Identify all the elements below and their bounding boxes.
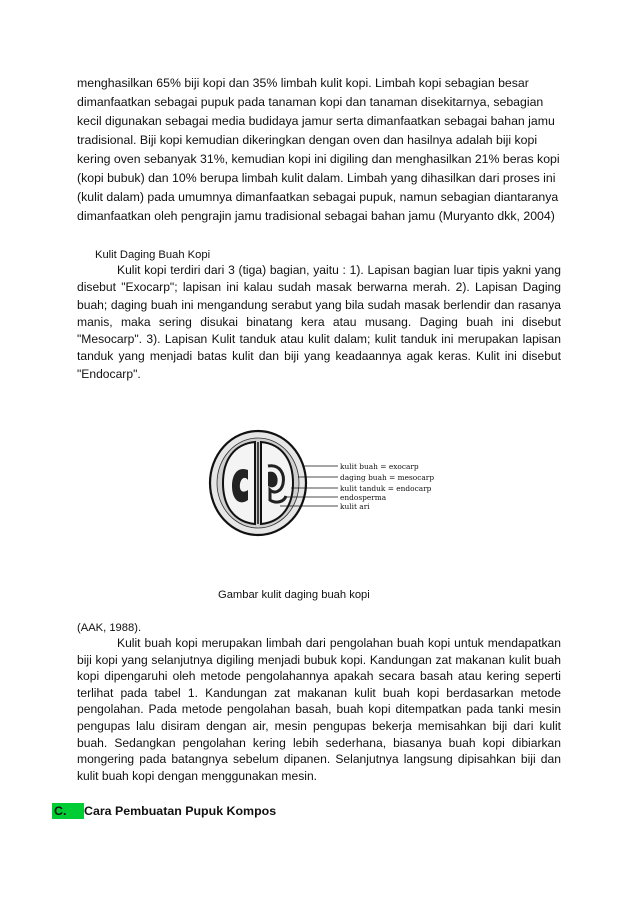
figure-caption: Gambar kulit daging buah kopi xyxy=(218,589,370,601)
paragraph-coffee-waste: menghasilkan 65% biji kopi dan 35% limbah kulit kopi. Limbah kopi sebagian besar dimanfaatkan sebagai pupuk pada tanaman kopi dan tanaman disekitarnya, sebagian kecil digunakan sebagai media budidaya jamur serta dimanfaatkan sebagai bahan jamu tradisional. Biji kopi kemudian dikeringkan dengan oven dan hasilnya adalah biji kopi kering oven sebanyak 31%, kemudian kopi ini digiling dan menghasilkan 21% beras kopi (kopi bubuk) dan 10% berupa limbah kulit dalam. Limbah yang dihasilkan dari proses ini (kulit dalam) pada umumnya dimanfaatkan sebagai pupuk, namun sebagian diantaranya dimanfaatkan oleh pengrajin jamu tradisional sebagai bahan jamu (Muryanto dkk, 2004) xyxy=(77,76,560,223)
paragraph-processing-methods: Kulit buah kopi merupakan limbah dari pengolahan buah kopi untuk mendapatkan biji kopi yang selanjutnya digiling menjadi bubuk kopi. Kandungan zat makanan kulit buah kopi dipengaruhi oleh metode pengolahannya apakah secara basah atau kering seperti terlihat pada tabel 1. Kandungan zat makanan kulit buah kopi berdasarkan metode pengolahan. Pada metode pengolahan basah, buah kopi ditempatkan pada tanki mesin pengupas lalu disiram dengan air, mesin pengupas bekerja memisahkan biji dari kulit buah. Sedangkan pengolahan kering lebih sederhana, biasanya buah kopi dibiarkan mongering pada batangnya sebelum dipanen. Selanjutnya langsung dipisahkan biji dan kulit buah kopi dengan menggunakan mesin. xyxy=(77,636,561,783)
coffee-fruit-diagram xyxy=(190,400,442,562)
section-title: Cara Pembuatan Pupuk Kompos xyxy=(84,804,277,818)
label-kulit-ari: kulit ari xyxy=(340,502,370,511)
section-heading xyxy=(52,803,276,819)
subheading-kulit-daging: Kulit Daging Buah Kopi xyxy=(95,249,211,261)
paragraph-coffee-skin-layers: Kulit kopi terdiri dari 3 (tiga) bagian, yaitu : 1). Lapisan bagian luar tipis yakni yang disebut "Exocarp"; lapisan ini kalau sudah masak berwarna merah. 2). Lapisan Daging buah; daging buah ini mengandung serabut yang bila sudah masak berlendir dan rasanya manis, maka sering disukai binatang kera atau musang. Daging buah ini disebut "Mesocarp". 3). Lapisan Kulit tanduk atau kulit dalam; kulit tanduk ini merupakan lapisan tanduk yang menjadi batas kulit dan biji yang keadaannya agak keras. Kulit ini disebut "Endocarp". xyxy=(77,263,561,381)
coffee-fruit-cross-section-figure xyxy=(190,400,442,562)
label-exocarp: kulit buah = exocarp xyxy=(340,462,419,471)
section-number: C. xyxy=(52,803,84,819)
label-mesocarp: daging buah = mesocarp xyxy=(340,473,435,482)
label-endocarp: kulit tanduk = endocarp xyxy=(340,484,432,493)
label-endosperma: endosperma xyxy=(340,493,387,502)
reference-citation: (AAK, 1988). xyxy=(77,622,142,634)
